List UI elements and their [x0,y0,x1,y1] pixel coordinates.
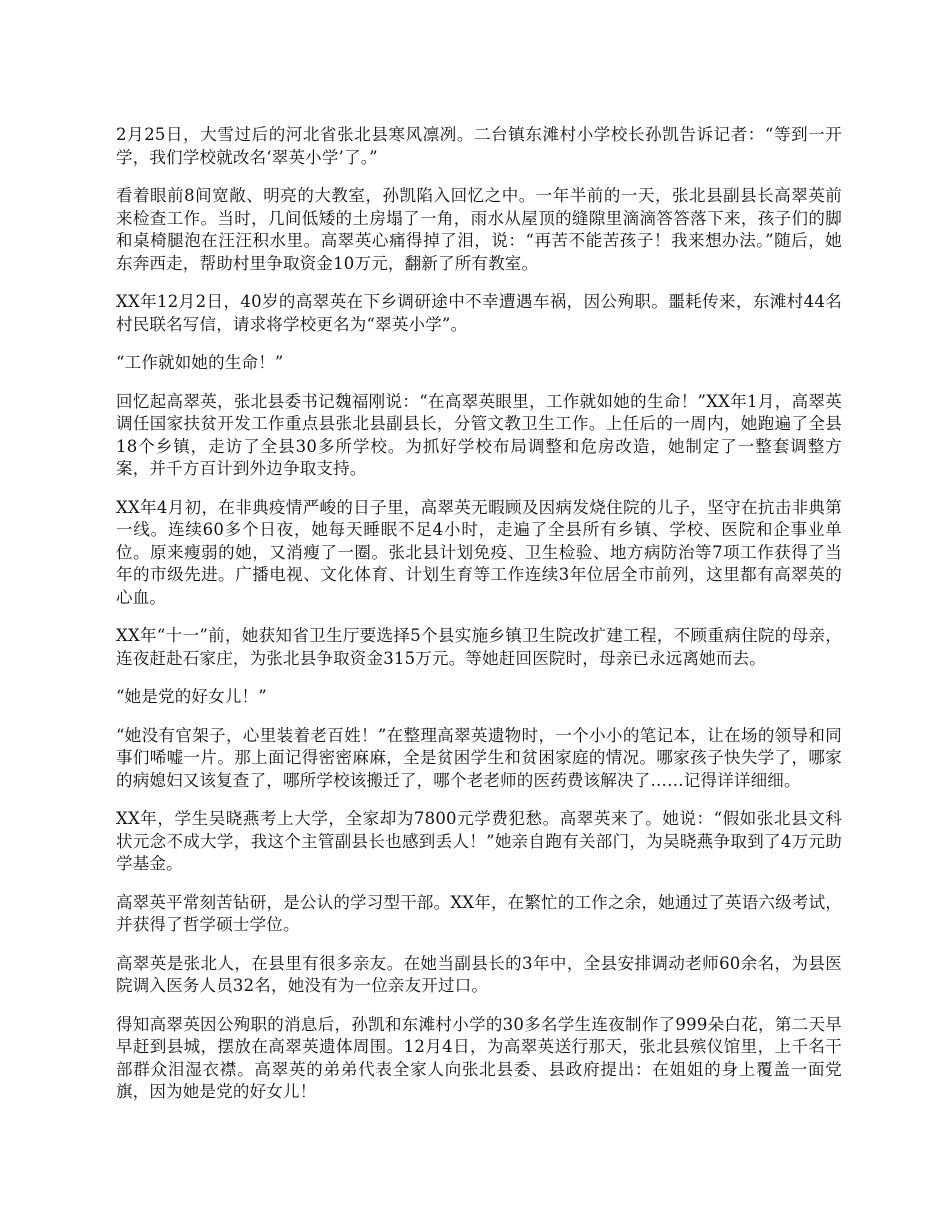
paragraph-1: 2月25日，大雪过后的河北省张北县寒风凛冽。二台镇东滩村小学校长孙凯告诉记者：“等到一开学，我们学校就改名‘翠英小学’了。” [116,125,842,167]
section-heading-1: “工作就如她的生命！” [116,353,284,372]
paragraph-6: XX年“十一”前，她获知省卫生厅要选择5个县实施乡镇卫生院改扩建工程，不顾重病住院的母亲，连夜赶赴石家庄，为张北县争取资金315万元。等她赶回医院时，母亲已永远离她而去。 [116,626,842,668]
paragraph-5: XX年4月初，在非典疫情严峻的日子里，高翠英无暇顾及因病发烧住院的儿子，坚守在抗击非典第一线。连续60多个日夜，她每天睡眠不足4小时，走遍了全县所有乡镇、学校、医院和企事业单位。原来瘦弱的她，又消瘦了一圈。张北县计划免疫、卫生检验、地方病防治等7项工作获得了当年的市级先进。广播电视、文化体育、计划生育等工作连续3年位居全市前列，这里都有高翠英的心血。 [116,497,842,607]
paragraph-7: “她没有官架子，心里装着老百姓！”在整理高翠英遗物时，一个小小的笔记本，让在场的领导和同事们唏嘘一片。那上面记得密密麻麻，全是贫困学生和贫困家庭的情况。哪家孩子快失学了，哪家的病媳妇又该复查了，哪所学校该搬迁了，哪个老老师的医药费该解决了……记得详详细细。 [116,725,842,790]
paragraph-4: 回忆起高翠英，张北县委书记魏福刚说：“在高翠英眼里，工作就如她的生命！”XX年1月，高翠英调任国家扶贫开发工作重点县张北县副县长，分管文教卫生工作。上任后的一周内，她跑遍了全县18个乡镇，走访了全县30多所学校。为抓好学校布局调整和危房改造，她制定了一整套调整方案，并千方百计到外边争取支持。 [116,391,842,478]
paragraph-10: 高翠英是张北人，在县里有很多亲友。在她当副县长的3年中，全县安排调动老师60余名，为县医院调入医务人员32名，她没有为一位亲友开过口。 [116,953,842,995]
paragraph-9: 高翠英平常刻苦钻研，是公认的学习型干部。XX年，在繁忙的工作之余，她通过了英语六级考试，并获得了哲学硕士学位。 [116,892,842,934]
paragraph-8: XX年，学生吴晓燕考上大学，全家却为7800元学费犯愁。高翠英来了。她说：“假如张北县文科状元念不成大学，我这个主管副县长也感到丢人！”她亲自跑有关部门，为吴晓燕争取到了4万元助学基金。 [116,809,842,873]
paragraph-2: 看着眼前8间宽敞、明亮的大教室，孙凯陷入回忆之中。一年半前的一天，张北县副县长高翠英前来检查工作。当时，几间低矮的土房塌了一角，雨水从屋顶的缝隙里滴滴答答落下来，孩子们的脚和桌椅腿泡在汪汪积水里。高翠英心痛得掉了泪，说：“再苦不能苦孩子！我来想办法。”随后，她东奔西走，帮助村里争取资金10万元，翻新了所有教室。 [116,186,842,273]
paragraph-3: XX年12月2日，40岁的高翠英在下乡调研途中不幸遭遇车祸，因公殉职。噩耗传来，东滩村44名村民联名写信，请求将学校更名为“翠英小学”。 [116,292,842,334]
paragraph-11: 得知高翠英因公殉职的消息后，孙凯和东滩村小学的30多名学生连夜制作了999朵白花，第二天早早赶到县城，摆放在高翠英遗体周围。12月4日，为高翠英送行那天，张北县殡仪馆里，上千名干部群众泪湿衣襟。高翠英的弟弟代表全家人向张北县委、县政府提出：在姐姐的身上覆盖一面党旗，因为她是党的好女儿！ [116,1014,842,1101]
section-heading-2: “她是党的好女儿！” [116,687,267,706]
document-body [116,124,842,1120]
